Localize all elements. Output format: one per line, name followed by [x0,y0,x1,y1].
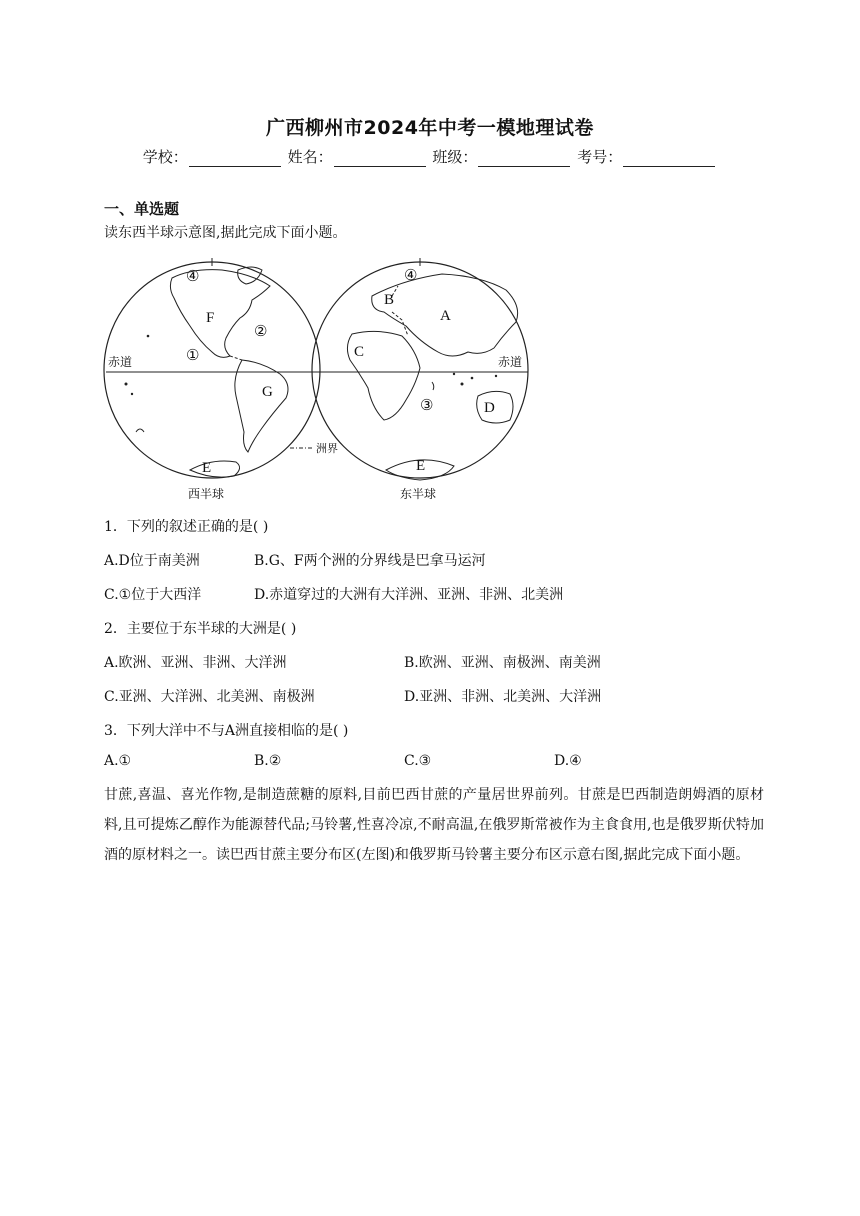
question-1-option-a[interactable]: A.D位于南美洲 [104,553,200,569]
label-ocean-4-west: ④ [186,269,200,285]
student-info-line [0,146,860,167]
label-F: F [206,310,215,326]
label-E-west: E [202,460,212,476]
school-label: 学校： [142,148,188,166]
question-1-option-d[interactable]: D.赤道穿过的大洲有大洋洲、亚洲、非洲、北美洲 [254,587,564,603]
question-1-stem: 1．下列的叙述正确的是( ) [104,519,269,535]
question-2-stem: 2．主要位于东半球的大洲是( ) [104,621,297,637]
question-2-option-d[interactable]: D.亚洲、非洲、北美洲、大洋洲 [404,689,602,705]
question-3-stem: 3．下列大洋中不与A洲直接相临的是( ) [104,723,349,739]
page-title: 广西柳州市2024年中考一模地理试卷 [266,117,594,139]
east-hemisphere-caption: 东半球 [400,487,437,501]
label-A: A [440,308,451,324]
number-blank[interactable] [623,152,715,167]
greenland-shape [238,267,262,284]
class-blank[interactable] [478,152,570,167]
question-3-option-b[interactable]: B.② [254,753,282,769]
section-heading: 一、单选题 [104,200,180,218]
west-hemisphere-caption: 西半球 [188,487,225,501]
question-2-option-c[interactable]: C.亚洲、大洋洲、北美洲、南极洲 [104,689,315,705]
school-blank[interactable] [189,152,281,167]
south-america-shape [235,360,288,452]
hemisphere-map-svg [102,256,532,508]
label-D: D [484,400,495,416]
question-2-option-b[interactable]: B.欧洲、亚洲、南极洲、南美洲 [404,655,601,671]
boundary-legend-label: 洲界 [316,442,338,455]
label-C: C [354,344,365,360]
question-1-option-c[interactable]: C.①位于大西洋 [104,587,202,603]
number-label: 考号： [577,148,623,166]
label-ocean-2: ② [254,324,268,340]
question-3-option-c[interactable]: C.③ [404,753,432,769]
passage-text: 甘蔗,喜温、喜光作物,是制造蔗糖的原料,目前巴西甘蔗的产量居世界前列。甘蔗是巴西制造朗姆酒的原材料,且可提炼乙醇作为能源替代品;马铃薯,性喜冷凉,不耐高温,在俄罗斯常被作为主食食用,也是俄罗斯伏特加酒的原材料之一。读巴西甘蔗主要分布区(左图)和俄罗斯马铃薯主要分布区示意右图,据此完成下面小题。 [104,787,764,863]
question-2-option-a[interactable]: A.欧洲、亚洲、非洲、大洋洲 [104,655,287,671]
question-3-option-a[interactable]: A.① [104,753,132,769]
label-G: G [262,384,273,400]
question-1-option-b[interactable]: B.G、F两个洲的分界线是巴拿马运河 [254,553,486,569]
name-label: 姓名： [287,148,333,166]
east-hemisphere-outline [312,262,528,478]
hemisphere-map [102,256,532,508]
label-ocean-4-east: ④ [404,268,418,284]
label-E-east: E [416,458,426,474]
label-ocean-1: ① [186,348,200,364]
question-3-option-d[interactable]: D.④ [554,753,582,769]
label-ocean-3: ③ [420,398,434,414]
antarctica-west-shape [190,461,240,477]
intro-text: 读东西半球示意图,据此完成下面小题。 [104,225,347,241]
class-label: 班级： [432,148,478,166]
name-blank[interactable] [334,152,426,167]
west-hemisphere-outline [104,262,320,478]
equator-label-west: 赤道 [108,355,133,369]
equator-label-east: 赤道 [498,355,523,369]
label-B: B [384,292,395,308]
